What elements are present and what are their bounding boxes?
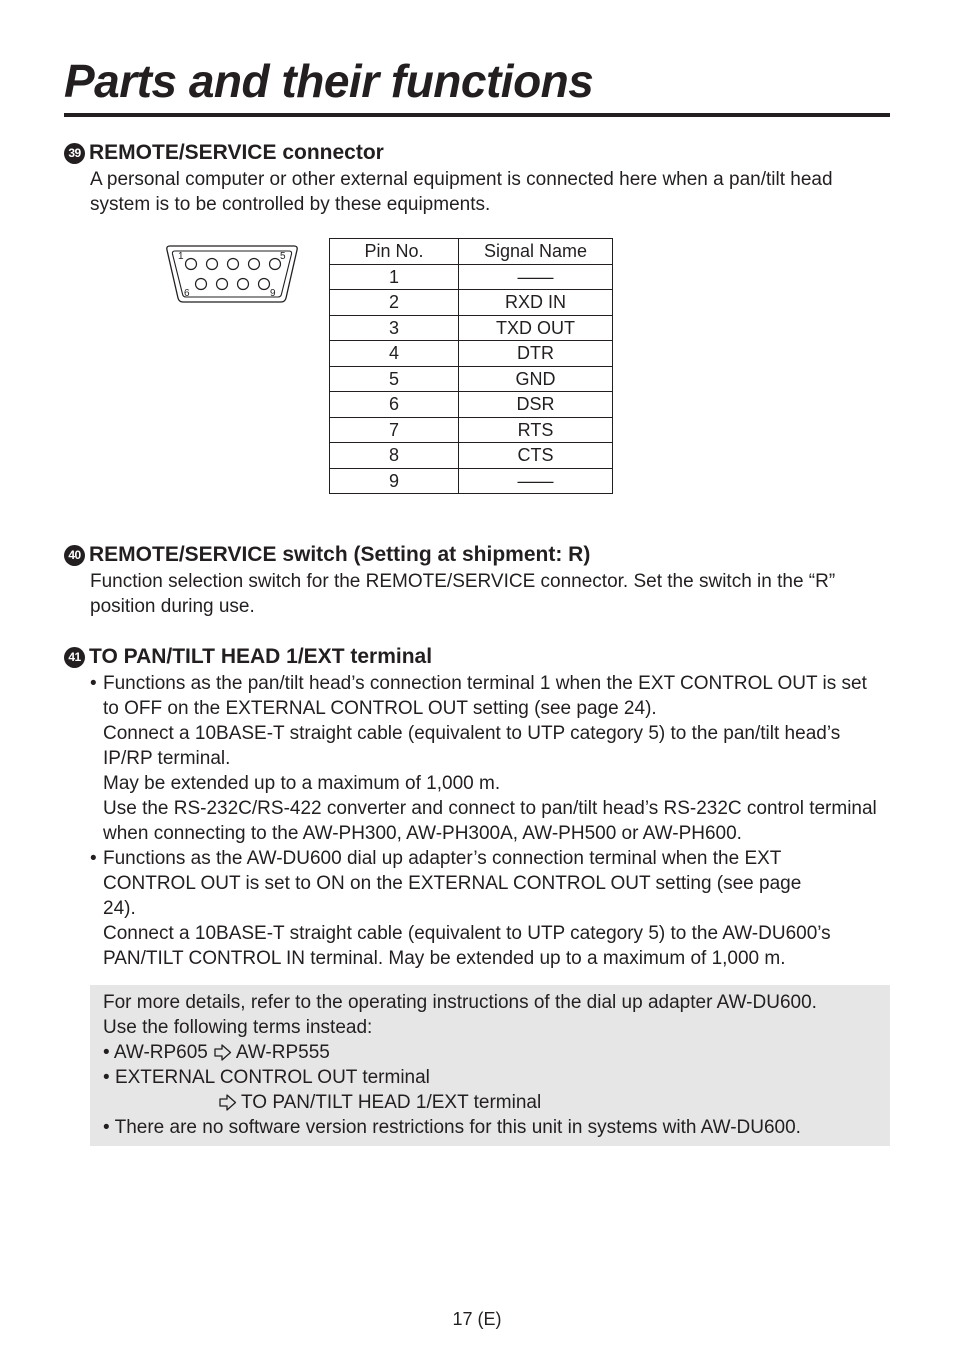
- hollow-right-arrow-icon: [214, 1044, 232, 1061]
- pin-label-5: 5: [280, 251, 286, 262]
- section-41-heading: [64, 644, 432, 670]
- note-term-1: • AW-RP605 AW-RP555: [103, 1042, 330, 1063]
- pin-cell: 9: [330, 468, 459, 494]
- section-number-badge: 39: [64, 143, 85, 164]
- pin-signal-table: [329, 238, 613, 494]
- note-box: [90, 985, 890, 1146]
- table-row: [330, 443, 613, 469]
- section-number-badge: 41: [64, 647, 85, 668]
- pin-cell: 6: [330, 392, 459, 418]
- list-item: • Functions as the AW-DU600 dial up adapter’s connection terminal when the EXT CONTROL OUT is set to ON on the EXTERNAL CONTROL OUT setting (see page 24). Connect a 10BASE-T straight cable (equivalent to UTP category 5) to the AW-DU600’s PAN/TILT CONTROL IN terminal. May be extended up to a maximum of 1,000 m.: [90, 848, 831, 969]
- page-title: Parts and their functions: [64, 55, 594, 107]
- signal-cell: DSR: [459, 392, 613, 418]
- section-39-description: A personal computer or other external equipment is connected here when a pan/tilt head system is to be controlled by these equipments.: [90, 169, 833, 215]
- signal-cell: TXD OUT: [459, 315, 613, 341]
- note-term-2: • EXTERNAL CONTROL OUT terminal: [103, 1067, 430, 1088]
- table-row: [330, 341, 613, 367]
- pin-label-6: 6: [184, 288, 190, 299]
- signal-cell: CTS: [459, 443, 613, 469]
- signal-cell: DTR: [459, 341, 613, 367]
- table-row: [330, 315, 613, 341]
- pin-label-9: 9: [270, 288, 276, 299]
- note-line: • There are no software version restrictions for this unit in systems with AW-DU600.: [103, 1117, 801, 1138]
- pin-cell: 5: [330, 366, 459, 392]
- note-line: For more details, refer to the operating instructions of the dial up adapter AW-DU600.: [103, 992, 817, 1013]
- table-row: [330, 392, 613, 418]
- signal-cell: RXD IN: [459, 290, 613, 316]
- table-row: [330, 366, 613, 392]
- section-number-badge: 40: [64, 545, 85, 566]
- title-divider: [64, 113, 890, 117]
- list-item: • Functions as the pan/tilt head’s connection terminal 1 when the EXT CONTROL OUT is set to OFF on the EXTERNAL CONTROL OUT setting (see page 24). Connect a 10BASE-T straight cable (equivalent to UTP category 5) to the pan/tilt head’s IP/RP terminal. May be extended up to a maximum of 1,000 m. Use the RS-232C/RS-422 converter and connect to pan/tilt head’s RS-232C control terminal when connecting to the AW-PH300, AW-PH300A, AW-PH500 or AW-PH600.: [90, 673, 877, 844]
- table-row: [330, 290, 613, 316]
- column-header-pin-no: Pin No.: [330, 239, 459, 265]
- pin-cell: 4: [330, 341, 459, 367]
- section-41-title: TO PAN/TILT HEAD 1/EXT terminal: [89, 645, 433, 668]
- pin-cell: 3: [330, 315, 459, 341]
- signal-cell: ——: [459, 264, 613, 290]
- table-row: [330, 417, 613, 443]
- signal-cell: GND: [459, 366, 613, 392]
- section-40-heading: [64, 542, 590, 568]
- section-39-title: REMOTE/SERVICE connector: [89, 141, 384, 164]
- pin-cell: 7: [330, 417, 459, 443]
- pin-cell: 1: [330, 264, 459, 290]
- column-header-signal-name: Signal Name: [459, 239, 613, 265]
- section-39-heading: [64, 140, 384, 166]
- signal-cell: RTS: [459, 417, 613, 443]
- pin-label-1: 1: [178, 251, 184, 262]
- hollow-right-arrow-icon: [219, 1094, 237, 1111]
- page-number: 17 (E): [452, 1309, 502, 1329]
- section-40-description: Function selection switch for the REMOTE/SERVICE connector. Set the switch in the “R” position during use.: [90, 571, 836, 617]
- table-header-row: [330, 239, 613, 265]
- signal-cell: ——: [459, 468, 613, 494]
- pin-cell: 8: [330, 443, 459, 469]
- note-line: Use the following terms instead:: [103, 1017, 373, 1038]
- note-term-2-replacement: TO PAN/TILT HEAD 1/EXT terminal: [103, 1090, 888, 1115]
- pin-cell: 2: [330, 290, 459, 316]
- table-row: [330, 468, 613, 494]
- section-41-body: [90, 671, 880, 971]
- table-row: [330, 264, 613, 290]
- dsub9-connector-icon: [164, 240, 300, 308]
- section-40-title: REMOTE/SERVICE switch (Setting at shipment: R): [89, 543, 591, 566]
